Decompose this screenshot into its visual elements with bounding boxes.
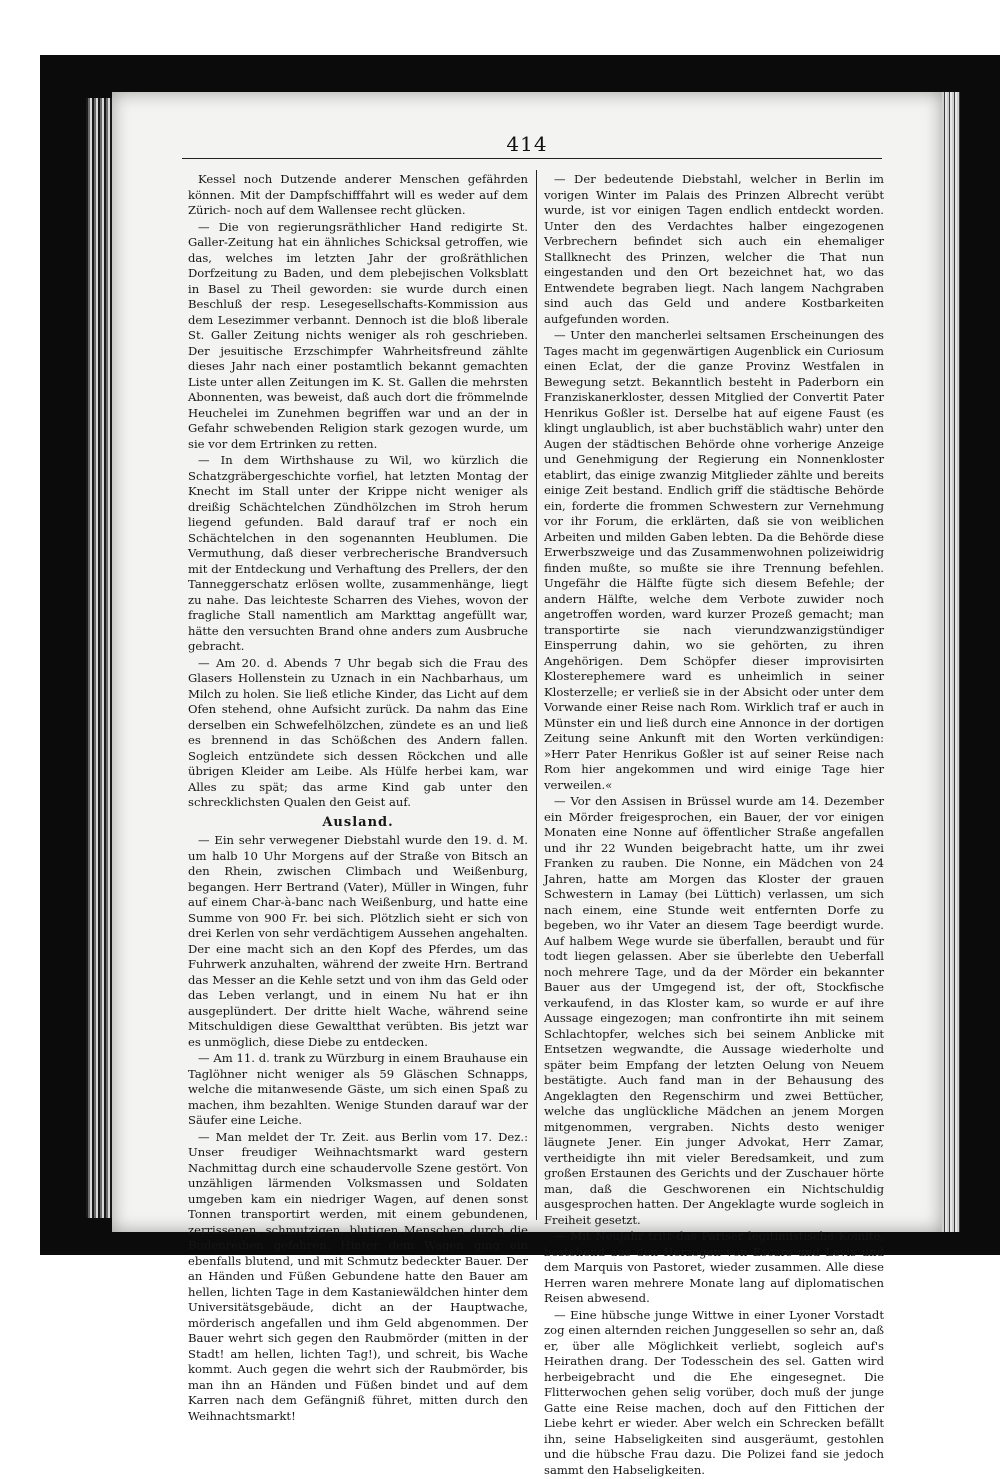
article-paragraph: — Die von regierungsräthlicher Hand redigirte St. Galler-Zeitung hat ein ähnliches Schicksal getroffen, wie das, welches im letzten Jahr der großräthlichen Dorfzeitung zu Baden, und dem plebejischen Volksblatt in Basel zu Theil geworden: sie wurde durch einen Beschluß der resp. Lesegesellschafts-Kommission aus dem Lesezimmer verbannt. Dennoch ist die bloß liberale St. Galler Zeitung nichts weniger als roh geschrieben. Der jesuitische Erzschimpfer Wahrheitsfreund zählte dieses Jahr nach einer postamtlich bekannt gemachten Liste unter allen Zeitungen im K. St. Gallen die mehrsten Abonnenten, was beweist, daß auch dort die frömmelnde Heuchelei im Zunehmen begriffen war und an der in Gefahr schwebenden Religion stark gezogen wurde, um sie vor dem Ertrinken zu retten. [188, 219, 528, 451]
article-paragraph: — Unter den mancherlei seltsamen Erscheinungen des Tages macht im gegenwärtigen Augenblick ein Curiosum einen Eclat, der die ganze Provinz Westfalen in Bewegung setzt. Bekanntlich besteht in Paderborn ein Franziskanerkloster, dessen Mitglied der Convertit Pater Henrikus Goßler ist. Derselbe hat auf eigene Faust (es klingt unglaublich, ist aber buchstäblich wahr) unter den Augen der städtischen Behörde ohne vorherige Anzeige und Genehmigung der Regierung ein Nonnenkloster etablirt, das einige zwanzig Mitglieder zählte und bereits einige Zeit bestand. Endlich griff die städtische Behörde ein, forderte die frommen Schwestern zur Vernehmung vor ihr Forum, die erklärten, daß sie von weiblichen Arbeiten und milden Gaben lebten. Da die Behörde diese Erwerbszweige und das Zusammenwohnen polizeiwidrig finden mußte, so mußte sie ihre Trennung befehlen. Ungefähr die Hälfte fügte sich diesem Befehle; der andern Hälfte, welche dem Verbote zuwider noch angetroffen worden, ward kurzer Prozeß gemacht; man transportirte sie nach vierundzwanzigstündiger Einsperrung dahin, wo sie gehörten, zu ihren Angehörigen. Dem Schöpfer dieser improvisirten Klosterephemere ward es unheimlich in seiner Klosterzelle; er verließ sie in der Absicht oder unter dem Vorwande einer Reise nach Rom. Wirklich traf er auch in Münster ein und ließ durch eine Annonce in der dortigen Zeitung seine Ankunft mit den Worten verkündigen: »Herr Pater Henrikus Goßler ist auf seiner Reise nach Rom hier angekommen und wird einige Tage hier verweilen.« [544, 328, 884, 792]
left-column [188, 172, 528, 1425]
article-paragraph: — Der bedeutende Diebstahl, welcher in Berlin im vorigen Winter im Palais des Prinzen Albrecht verübt wurde, ist vor einigen Tagen endlich entdeckt worden. Unter den des Verdachtes halber eingezogenen Verbrechern befindet sich auch ein ehemaliger Stallknecht des Prinzen, welcher die That nun eingestanden und den Ort bezeichnet hat, wo das Entwendete begraben liegt. Nach langem Nachgraben sind auch das Geld und andere Kostbarkeiten aufgefunden worden. [544, 172, 884, 326]
section-heading: Ausland. [322, 814, 394, 830]
article-paragraph: Kessel noch Dutzende anderer Menschen gefährden können. Mit der Dampfschifffahrt will es weder auf dem Zürich- noch auf dem Wallensee recht glücken. [188, 172, 528, 217]
newspaper-page [112, 92, 942, 1477]
page-number: 414 [506, 132, 548, 156]
article-paragraph: — In dem Wirthshause zu Wil, wo kürzlich die Schatzgräbergeschichte vorfiel, hat letzten Montag der Knecht im Stall unter der Krippe nicht weniger als dreißig Schächtelchen Zündhölzchen im Stroh herum liegend gefunden. Bald darauf traf er noch ein Schächtelchen in den sogenannten Heublumen. Die Vermuthung, daß dieser verbrecherische Brandversuch mit der Entdeckung und Verhaftung des Prellers, der den Tanneggerschatz erlösen wollte, zusammenhänge, liegt zu nahe. Das leichteste Scharren des Viehes, wovon der fragliche Stall namentlich am Markttag angefüllt war, hätte den versuchten Brand ohne anders zum Ausbruche gebracht. [188, 453, 528, 653]
article-paragraph: — Vor den Assisen in Brüssel wurde am 14. Dezember ein Mörder freigesprochen, ein Bauer, der vor einigen Monaten eine Nonne auf öffentlicher Straße angefallen und ihr 22 Wunden beigebracht hatte, um ihr zwei Franken zu rauben. Die Nonne, ein Mädchen von 24 Jahren, hatte am Morgen das Kloster der grauen Schwestern in Lamay (bei Lüttich) verlassen, um sich nach einem, eine Stunde weit entfernten Dorfe zu begeben, wo ihr Vater an diesem Tage beerdigt wurde. Auf halbem Wege wurde sie überfallen, beraubt und für todt liegen gelassen. Aber sie überlebte den Ueberfall noch mehrere Tage, und da der Mörder ein bekannter Bauer aus der Umgegend ist, der oft, Stockfische verkaufend, in das Kloster kam, so wurde er auf ihre Aussage eingezogen; man confrontirte ihn mit seinem Schlachtopfer, welches sich bei seinem Anblicke mit Entsetzen wegwandte, die Aussage wiederholte und später beim Empfang der letzten Oelung von Neuem bestätigte. Auch fand man in der Behausung des Angeklagten den Regenschirm und zwei Bettücher, welche das unglückliche Mädchen an jenem Morgen mitgenommen, vergraben. Nichts desto weniger läugnete Jener. Ein junger Advokat, Herr Zamar, vertheidigte ihn mit vieler Beredsamkeit, und zum großen Erstaunen des Gerichts und der Zuschauer hörte man, daß die Geschworenen ein Nichtschuldig ausgesprochen hatten. Der Angeklagte wurde sogleich in Freiheit gesetzt. [544, 794, 884, 1227]
article-paragraph: — Eine hübsche junge Wittwe in einer Lyoner Vorstadt zog einen alternden reichen Junggesellen so sehr an, daß er, über alle Möglichkeit verliebt, sogleich auf's Heirathen drang. Der Todesschein des sel. Gatten wird herbeigebracht und die Ehe eingesegnet. Die Flitterwochen gehen selig vorüber, doch muß der junge Gatte eine Reise machen, doch auf den Fittichen der Liebe kehrt er wieder. Aber welch ein Schrecken befällt ihn, seine Habseligkeiten sind ausgeräumt, gestohlen und die hübsche Frau dazu. Die Polizei fand sie jedoch sammt den Habseligkeiten. [544, 1307, 884, 1477]
page-stack-edge [942, 92, 960, 1232]
column-divider [536, 170, 537, 1220]
binding-edge [40, 55, 1000, 93]
article-paragraph: — Am 20. d. Abends 7 Uhr begab sich die Frau des Glasers Hollenstein zu Uznach in ein Nachbarhaus, um Milch zu holen. Sie ließ etliche Kinder, das Licht auf dem Ofen stehend, ohne Aufsicht zurück. Da nahm das Eine derselben ein Schwefelhölzchen, zündete es an und ließ es brennend in das Schößchen des Andern fallen. Sogleich entzündete sich dessen Röckchen und alle übrigen Kleider am Leibe. Als Hülfe herbei kam, war Alles zu spät; das arme Kind gab unter den schrecklichsten Qualen den Geist auf. [188, 655, 528, 809]
article-paragraph: — Ein sehr verwegener Diebstahl wurde den 19. d. M. um halb 10 Uhr Morgens auf der Straße von Bitsch an den Rhein, zwischen Climbach und Weißenburg, begangen. Herr Bertrand (Vater), Müller in Wingen, fuhr auf einem Char-à-banc nach Weißenburg, und hatte eine Summe von 900 Fr. bei sich. Plötzlich sieht er sich von drei Kerlen von sehr verdächtigem Aussehen angehalten. Der eine macht sich an den Kopf des Pferdes, um das Fuhrwerk anzuhalten, während der zweite Hrn. Bertrand das Messer an die Kehle setzt und von ihm das Geld oder das Leben verlangt, und in einem Nu hat er ihn ausgeplündert. Der dritte hielt Wache, während seine Mitschuldigen diese Gewaltthat verübten. Bis jetzt war es unmöglich, diese Diebe zu entdecken. [188, 833, 528, 1049]
header-rule [182, 158, 882, 159]
right-column [544, 172, 884, 1479]
article-paragraph: — Am 11. d. trank zu Würzburg in einem Brauhause ein Taglöhner nicht weniger als 59 Gläschen Schnapps, welche die mitanwesende Gäste, um sich einen Spaß zu machen, ihm bezahlten. Wenige Stunden darauf war der Säufer eine Leiche. [188, 1051, 528, 1127]
article-paragraph: — Mit Neujahr tritt das Pariser legitimistische Komite, bestehend aus den Herzogen von Escars und Levis und dem Marquis von Pastoret, wieder zusammen. Alle diese Herren waren mehrere Monate lang auf diplomatischen Reisen abwesend. [544, 1229, 884, 1305]
article-paragraph: — Man meldet der Tr. Zeit. aus Berlin vom 17. Dez.: Unser freudiger Weihnachtsmarkt ward gestern Nachmittag durch eine schaudervolle Szene gestört. Von unzähligen lärmenden Volksmassen und Soldaten umgeben kam ein niedriger Wagen, auf denen sonst Tonnen transportirt werden, mit einem gebundenen, zerrissenen, schmutzigen, blutigen Menschen durch die Budenreihen gefahren. Hinter dem Wagen ging ein ebenfalls blutend, und mit Schmutz bedeckter Bauer. Der an Händen und Füßen Gebundene hatte den Bauer am hellen, lichten Tage in dem Kastaniewäldchen hinter dem Universitätsgebäude, dicht an der Hauptwache, mörderisch angefallen und ihm Geld abgenommen. Der Bauer wehrt sich gegen den Raubmörder (mitten in der Stadt! am hellen, lichten Tag!), und schreit, bis Wache kommt. Auch gegen die wehrt sich der Raubmörder, bis man ihn an Händen und Füßen bindet und auf dem Karren nach dem Gefängniß führet, mitten durch den Weihnachtsmarkt! [188, 1129, 528, 1423]
